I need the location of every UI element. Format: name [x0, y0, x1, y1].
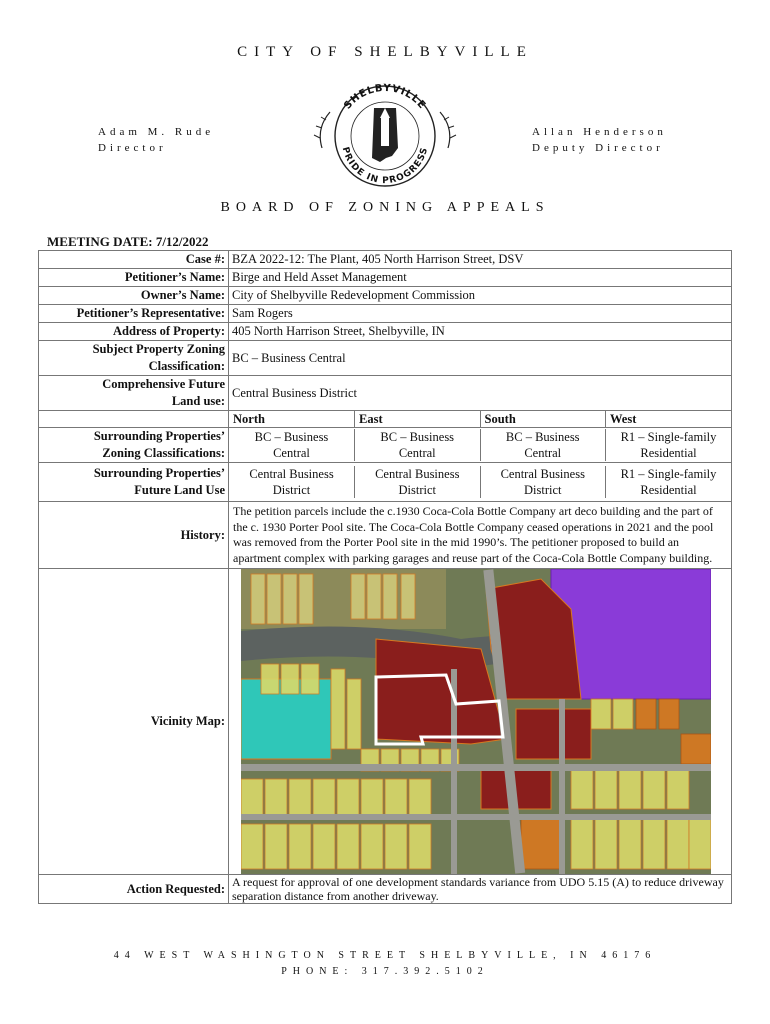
address-label: Address of Property:: [39, 323, 229, 341]
deputy-name: Allan Henderson: [532, 126, 667, 138]
directions-table: [229, 411, 731, 427]
zoning-east: BC – Business Central: [355, 429, 481, 461]
surrounding-landuse-label-line1: Surrounding Properties’: [93, 466, 225, 480]
history-row: [39, 502, 732, 569]
surrounding-zoning-table: [229, 429, 731, 461]
surrounding-landuse-row: [39, 463, 732, 502]
surrounding-zoning-row: [39, 428, 732, 463]
landuse-west: R1 – Single-family Residential: [606, 466, 732, 498]
landuse-label-line1: Comprehensive Future: [102, 377, 225, 391]
vicinity-map: [241, 569, 711, 874]
case-value: BZA 2022-12: The Plant, 405 North Harrison Street, DSV: [229, 251, 732, 269]
footer-phone: PHONE: 317.392.5102: [281, 966, 489, 977]
seal-bottom-text: PRIDE IN PROGRESS: [339, 146, 431, 187]
action-value: A request for approval of one development standards variance from UDO 5.15 (A) to reduce driveway separation distance from another driveway.: [229, 875, 732, 904]
history-label: History:: [39, 502, 229, 569]
board-title: BOARD OF ZONING APPEALS: [220, 200, 550, 215]
petitioner-row: [39, 269, 732, 287]
owner-label: Owner’s Name:: [39, 287, 229, 305]
direction-east: East: [355, 411, 481, 427]
surrounding-landuse-cell: [229, 463, 732, 502]
action-row: [39, 875, 732, 904]
landuse-label: [39, 376, 229, 411]
representative-value: Sam Rogers: [229, 305, 732, 323]
surrounding-zoning-cell: [229, 428, 732, 463]
zoning-value: BC – Business Central: [229, 341, 732, 376]
surrounding-zoning-label: [39, 428, 229, 463]
address-value: 405 North Harrison Street, Shelbyville, IN: [229, 323, 732, 341]
director-title: Director: [98, 142, 167, 154]
meeting-date: MEETING DATE: 7/12/2022: [47, 234, 209, 249]
vicinity-map-label: Vicinity Map:: [39, 569, 229, 875]
deputy-block: [532, 124, 667, 156]
petitioner-value: Birge and Held Asset Management: [229, 269, 732, 287]
history-value: The petition parcels include the c.1930 Coca-Cola Bottle Company art deco building and the part of the c. 1930 Porter Pool site. The Coca-Cola Bottle Company ceased operations in 2021 and the pool was removed from the Porter Pool site in the mid 1990’s. The petitioner proposed to build an apartment complex with parking garages and reuse part of the Coca-Cola Bottle Company building.: [229, 502, 732, 569]
owner-row: [39, 287, 732, 305]
owner-value: City of Shelbyville Redevelopment Commission: [229, 287, 732, 305]
direction-west: West: [606, 411, 732, 427]
deputy-title: Deputy Director: [532, 142, 664, 154]
surrounding-landuse-label: [39, 463, 229, 502]
surrounding-zoning-label-line2: Zoning Classifications:: [102, 446, 225, 460]
case-label: Case #:: [39, 251, 229, 269]
directions-spacer: [39, 411, 229, 428]
zoning-label-line2: Classification:: [148, 359, 225, 373]
vicinity-map-cell: [229, 569, 732, 875]
direction-south: South: [480, 411, 606, 427]
zoning-west: R1 – Single-family Residential: [606, 429, 732, 461]
landuse-value: Central Business District: [229, 376, 732, 411]
surrounding-zoning-label-line1: Surrounding Properties’: [93, 429, 225, 443]
representative-label: Petitioner’s Representative:: [39, 305, 229, 323]
zoning-label: [39, 341, 229, 376]
landuse-east: Central Business District: [355, 466, 481, 498]
landuse-south: Central Business District: [480, 466, 606, 498]
zoning-north: BC – Business Central: [254, 430, 329, 460]
address-row: [39, 323, 732, 341]
director-name: Adam M. Rude: [98, 126, 215, 138]
zoning-south: BC – Business Central: [480, 429, 606, 461]
landuse-row: [39, 376, 732, 411]
zoning-row: [39, 341, 732, 376]
directions-cell: [229, 411, 732, 428]
representative-row: [39, 305, 732, 323]
city-seal-logo: [312, 78, 458, 188]
zoning-label-line1: Subject Property Zoning: [92, 342, 225, 356]
action-label: Action Requested:: [39, 875, 229, 904]
directions-header-row: [39, 411, 732, 428]
landuse-north: Central Business District: [249, 467, 334, 497]
surrounding-landuse-table: [229, 466, 731, 498]
surrounding-landuse-label-line2: Future Land Use: [134, 483, 225, 497]
case-row: [39, 251, 732, 269]
case-table: [38, 250, 732, 904]
petitioner-label: Petitioner’s Name:: [39, 269, 229, 287]
director-block: [98, 124, 214, 156]
city-name: CITY OF SHELBYVILLE: [237, 44, 533, 60]
landuse-label-line2: Land use:: [171, 394, 225, 408]
footer-address: 44 WEST WASHINGTON STREET SHELBYVILLE, IN 46176: [113, 950, 657, 961]
vicinity-map-row: [39, 569, 732, 875]
seal-top-text: SHELBYVILLE: [342, 82, 428, 112]
direction-north: North: [233, 412, 265, 426]
